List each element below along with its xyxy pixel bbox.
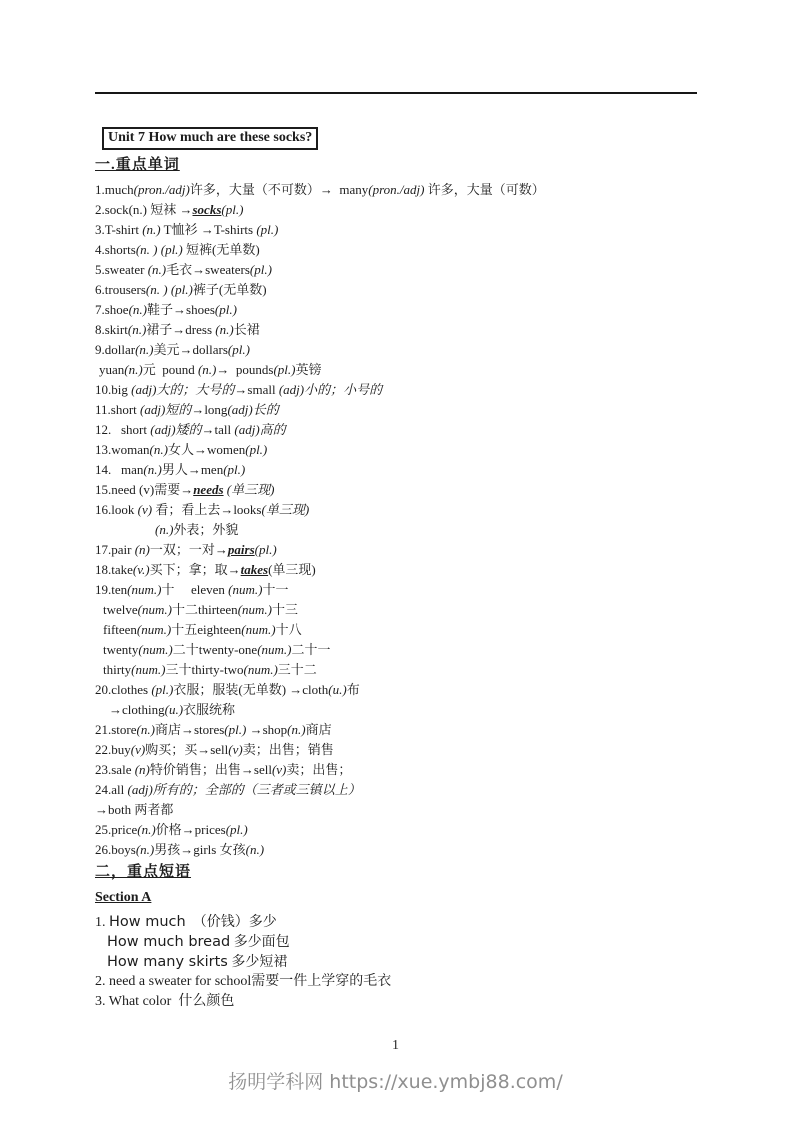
text-segment: 24.all (95, 782, 128, 797)
text-segment: (num.) (243, 662, 278, 677)
column-cell (103, 660, 191, 680)
text-segment: socks (192, 202, 222, 217)
text-segment: →tall (201, 422, 235, 437)
text-segment: (n.) (128, 302, 148, 317)
text-segment: 十三 (271, 602, 298, 617)
text-segment: 价格→prices (155, 822, 226, 837)
text-segment: (pl.) (170, 282, 193, 297)
text-segment: 17.pair (95, 542, 135, 557)
text-segment: (num.) (137, 602, 172, 617)
text-segment: 男孩→girls 女孩 (154, 842, 246, 857)
word-line (95, 740, 710, 760)
text-segment: 英镑 (295, 362, 322, 377)
text-segment: (adj)所有的；全部的（三者或三镇以上） (127, 782, 361, 797)
text-segment: 21.store (95, 722, 137, 737)
text-segment: → pounds (216, 362, 274, 377)
text-segment: (pl.) (221, 202, 244, 217)
text-segment: twenty-one (198, 642, 258, 657)
text-segment: pairs (227, 542, 255, 557)
text-segment: 16.look (95, 502, 138, 517)
word-line (95, 380, 710, 400)
text-segment: →clothing (109, 702, 165, 717)
text-segment: (n. ) (135, 242, 158, 257)
text-segment: (v) (130, 742, 146, 757)
word-line (95, 340, 710, 360)
text-segment: (u.) (328, 682, 347, 697)
text-segment: (pl.) (160, 242, 183, 257)
text-segment: 卖；出售； (286, 762, 352, 777)
text-segment: 3.T-shirt (95, 222, 143, 237)
text-segment: 多少短裙 (227, 955, 288, 970)
word-line (95, 952, 710, 972)
text-segment: (n.) (287, 722, 306, 737)
text-segment: 2. need a sweater for school需要一件上学穿的毛衣 (95, 974, 392, 989)
unit-title: Unit 7 How much are these socks? (102, 127, 318, 150)
text-segment: 十八 (275, 622, 302, 637)
page-number: 1 (392, 1038, 399, 1053)
text-segment: twenty (103, 642, 139, 657)
text-segment: 十二 (171, 602, 198, 617)
text-segment: (v) (271, 762, 287, 777)
text-segment: 衣服；服装(无单数) →cloth (173, 682, 329, 697)
text-segment: →shop (246, 722, 288, 737)
word-line (95, 820, 710, 840)
text-segment: (n) (134, 762, 150, 777)
text-segment: (adj)矮的 (150, 422, 202, 437)
word-line (95, 440, 710, 460)
watermark-site-text: 扬明学科网 https://xue.ymbj88.com/ (228, 1071, 563, 1093)
word-line (95, 640, 710, 660)
word-line (95, 760, 710, 780)
text-segment: (pl.) (249, 262, 272, 277)
text-segment: 22.buy (95, 742, 131, 757)
column-cell (191, 660, 316, 680)
text-segment: 8.skirt (95, 322, 128, 337)
text-segment: 裙子→dress (146, 322, 216, 337)
column-cell (95, 580, 191, 600)
section-a-heading: Section A (95, 890, 152, 905)
text-segment: 鞋子→shoes (147, 302, 215, 317)
word-line (95, 460, 710, 480)
text-segment: 许多，大量（不可数）→ many (189, 182, 369, 197)
word-line (95, 240, 710, 260)
text-segment: (num.) (237, 602, 272, 617)
text-segment: (pron./adj) (368, 182, 425, 197)
text-segment: 19.ten (95, 582, 128, 597)
text-segment: 25.price (95, 822, 138, 837)
word-line (95, 700, 710, 720)
word-line (95, 972, 710, 992)
text-segment: How much (109, 914, 186, 930)
text-segment: thirteen (197, 602, 238, 617)
text-segment: 裤子(无单数) (192, 282, 267, 297)
word-line (95, 840, 710, 860)
column-cell (103, 600, 198, 620)
text-segment: (pl.) (225, 822, 248, 837)
text-segment: (pron./adj) (133, 182, 190, 197)
text-segment: (单三现) (268, 562, 316, 577)
text-segment: (adj)小的；小号的 (278, 382, 383, 397)
text-segment: 看；看上去→looks (152, 502, 262, 517)
text-segment: 1.much (95, 182, 134, 197)
text-segment: 26.boys (95, 842, 136, 857)
word-line (95, 780, 710, 800)
text-segment: (n.) (245, 842, 265, 857)
text-segment: 4.shorts (95, 242, 136, 257)
word-line (95, 360, 710, 380)
text-segment: (v) (228, 742, 243, 757)
text-segment: thirty-two (191, 662, 244, 677)
text-segment: (n.) (215, 322, 234, 337)
text-segment: 7.shoe (95, 302, 129, 317)
text-segment: fifteen (103, 622, 137, 637)
word-line (95, 300, 710, 320)
word-line (95, 560, 710, 580)
text-segment: 商店 (305, 722, 332, 737)
text-segment: 女人→women (167, 442, 246, 457)
text-segment: (n.) (135, 842, 155, 857)
word-line (95, 720, 710, 740)
text-segment: 购买；买→sell (145, 742, 229, 757)
text-segment: 元 pound (142, 362, 198, 377)
text-segment: (pl.) (223, 462, 246, 477)
word-line (95, 180, 710, 200)
text-segment: 2.sock(n.) 短袜 → (95, 202, 193, 217)
text-segment: 3. What color 什么颜色 (95, 994, 235, 1009)
text-segment: (num.) (228, 582, 263, 597)
word-line (95, 500, 710, 520)
heading-key-phrases: 二，重点短语 (95, 864, 192, 880)
text-segment: (num.) (127, 582, 162, 597)
text-segment: (pl.) (254, 542, 277, 557)
text-segment: yuan (99, 362, 125, 377)
text-segment: (单三现) (226, 482, 275, 497)
text-segment: 三十二 (277, 662, 317, 677)
word-line (95, 220, 710, 240)
text-segment: (n.) (143, 462, 162, 477)
word-line (95, 200, 710, 220)
text-segment: (n.) (149, 442, 168, 457)
text-segment: (n.) (137, 822, 156, 837)
text-segment: (adj)大的；大号的 (131, 382, 235, 397)
text-segment: 11.short (95, 402, 141, 417)
text-segment: (num.) (138, 642, 173, 657)
text-segment: 18.take (95, 562, 133, 577)
text-segment: 特价销售；出售→sell (149, 762, 272, 777)
text-segment: 男人→men (161, 462, 224, 477)
text-segment: (v) (137, 502, 153, 517)
text-segment: How much bread (107, 934, 231, 950)
text-segment: thirty (103, 662, 132, 677)
text-segment: 15.need (v)需要→ (95, 482, 194, 497)
text-segment: 12. short (95, 422, 151, 437)
text-segment: (adj)高的 (234, 422, 286, 437)
word-line (95, 620, 710, 640)
word-line (95, 520, 710, 540)
text-segment: (pl.) (214, 302, 237, 317)
text-segment: 卖；出售；销售 (242, 742, 334, 757)
text-segment: (pl.) (227, 342, 250, 357)
text-segment: (n.) (197, 362, 217, 377)
text-segment: (num.) (257, 642, 292, 657)
text-segment: (pl.) (256, 222, 279, 237)
phrase-list (95, 912, 710, 1012)
text-segment: (pl.) (273, 362, 296, 377)
text-segment: 1. (95, 915, 109, 930)
column-cell (198, 600, 298, 620)
text-segment: eighteen (197, 622, 242, 637)
text-segment: 14. man (95, 462, 144, 477)
text-segment: (n.) (135, 342, 154, 357)
word-line (95, 800, 710, 820)
word-line (95, 932, 710, 952)
text-segment: 买下；拿；取→ (149, 562, 241, 577)
document-body (95, 127, 710, 1012)
column-cell (103, 620, 197, 640)
text-segment: (pl.) (151, 682, 174, 697)
text-segment: 衣服统称 (183, 702, 236, 717)
text-segment: 布 (346, 682, 360, 697)
text-segment: 13.woman (95, 442, 150, 457)
text-segment: 多少面包 (230, 935, 290, 950)
word-line (95, 912, 710, 932)
text-segment: 9.dollar (95, 342, 136, 357)
text-segment: (u.) (164, 702, 184, 717)
text-segment: 20.clothes (95, 682, 152, 697)
column-cell (199, 640, 331, 660)
text-segment: (n.) (136, 722, 155, 737)
word-line (95, 680, 710, 700)
text-segment: 十一 (262, 582, 289, 597)
text-segment: 商店→stores (154, 722, 225, 737)
word-line (95, 992, 710, 1012)
text-segment: (n.) (155, 522, 174, 537)
text-segment: 许多，大量（可数） (424, 182, 545, 197)
text-segment: (n.) (124, 362, 143, 377)
heading-key-words: 一.重点单词 (95, 157, 180, 173)
column-cell (103, 640, 199, 660)
text-segment: 外表；外貌 (173, 522, 239, 537)
text-segment: twelve (103, 602, 138, 617)
column-cell (197, 620, 301, 640)
text-segment: （价钱）多少 (185, 915, 277, 930)
text-segment: →both 两者都 (95, 802, 174, 817)
text-segment: 二十一 (291, 642, 331, 657)
text-segment: (num.) (136, 622, 172, 637)
word-line (95, 320, 710, 340)
word-line (95, 280, 710, 300)
text-segment: 短裤(无单数) (182, 242, 260, 257)
text-segment: (adj)长的 (227, 402, 279, 417)
word-line (95, 660, 710, 680)
text-segment: 十 (161, 582, 175, 597)
text-segment: (v.) (132, 562, 150, 577)
text-segment: (num.) (241, 622, 276, 637)
text-segment: (单三现) (261, 502, 310, 517)
word-line (95, 580, 710, 600)
text-segment: 毛衣→sweaters (166, 262, 250, 277)
word-line (95, 540, 710, 560)
text-segment: eleven (191, 582, 229, 597)
text-segment: (n) (134, 542, 150, 557)
text-segment: 十五 (171, 622, 198, 637)
text-segment: 10.big (95, 382, 132, 397)
word-line (95, 260, 710, 280)
text-segment: needs (193, 482, 224, 497)
text-segment: (pl.) (224, 722, 247, 737)
word-line (95, 420, 710, 440)
text-segment: 23.sale (95, 762, 135, 777)
word-line (95, 400, 710, 420)
text-segment: takes (240, 562, 269, 577)
text-segment: →long (191, 402, 228, 417)
text-segment: T恤衫 →T-shirts (160, 222, 257, 237)
text-segment: →small (234, 382, 279, 397)
text-segment: (pl.) (245, 442, 268, 457)
header-rule (95, 92, 697, 94)
text-segment: 5.sweater (95, 262, 148, 277)
text-segment: (num.) (131, 662, 166, 677)
text-segment: 6.trousers (95, 282, 146, 297)
column-cell (191, 580, 288, 600)
text-segment: (adj)短的 (140, 402, 192, 417)
text-segment: 长裙 (233, 322, 260, 337)
text-segment: (n.) (142, 222, 161, 237)
text-segment: (n. ) (145, 282, 168, 297)
text-segment: 美元→dollars (153, 342, 228, 357)
text-segment: 三十 (165, 662, 192, 677)
text-segment: (n.) (147, 262, 167, 277)
text-segment: 一双；一对→ (149, 542, 228, 557)
text-segment: 二十 (172, 642, 199, 657)
word-line (95, 480, 710, 500)
word-line (95, 600, 710, 620)
word-list (95, 180, 710, 860)
text-segment: How many skirts (107, 954, 228, 970)
text-segment: (n.) (127, 322, 147, 337)
